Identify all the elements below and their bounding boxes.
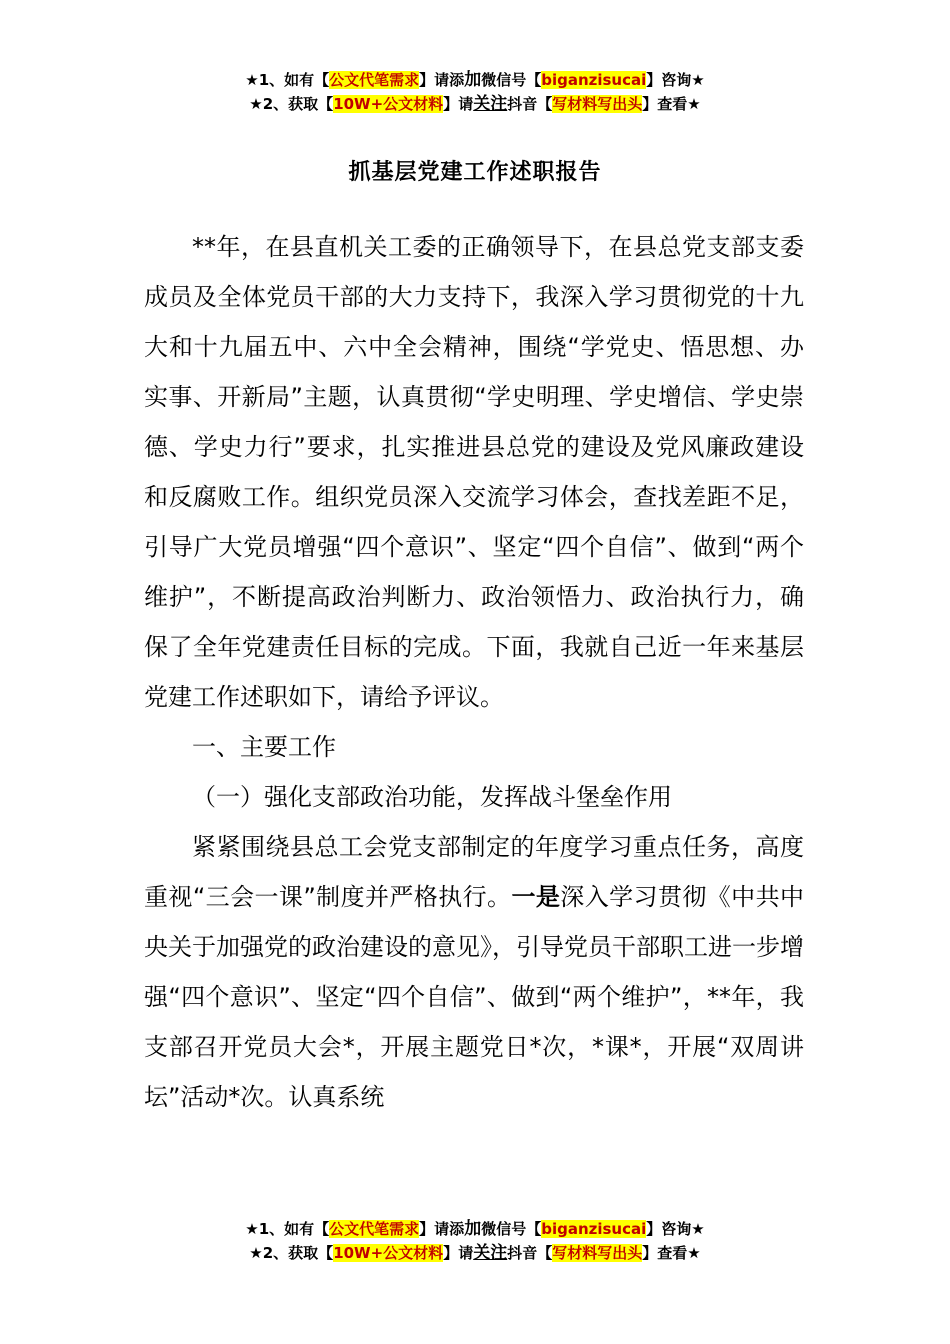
highlight-douyin: 写材料写出头 bbox=[552, 95, 643, 113]
heading-main-work: 一、主要工作 bbox=[192, 733, 336, 761]
banner-line-1: ★1、如有【公文代笔需求】请添加微信号【biganzisucai】咨询★ bbox=[245, 70, 705, 90]
banner-line-2-bottom: ★2、获取【10W+公文材料】请关注抖音【写材料写出头】查看★ bbox=[249, 1243, 701, 1263]
banner-line-1-bottom: ★1、如有【公文代笔需求】请添加微信号【biganzisucai】咨询★ bbox=[245, 1219, 705, 1239]
banner-line-2: ★2、获取【10W+公文材料】请关注抖音【写材料写出头】查看★ bbox=[249, 94, 701, 114]
paragraph-section-1: 紧紧围绕县总工会党支部制定的年度学习重点任务，高度重视“三会一课”制度并严格执行。一是深入学习贯彻《中共中央关于加强党的政治建设的意见》，引导党员干部职工进一步增强“四个意识”、坚定“四个自信”、做到“两个维护”，**年，我支部召开党员大会*，开展主题党日*次，*课*，开展“双周讲坛”活动*次。认真系统 bbox=[144, 833, 805, 1111]
highlight-service: 公文代笔需求 bbox=[329, 71, 420, 89]
document-body bbox=[144, 222, 804, 1122]
document-title: 抓基层党建工作述职报告 bbox=[348, 160, 602, 185]
highlight-wechat-id: biganzisucai bbox=[541, 71, 647, 89]
highlight-materials: 10W+公文材料 bbox=[333, 95, 444, 113]
footer-banner bbox=[0, 1217, 950, 1265]
paragraph-intro: **年，在县直机关工委的正确领导下，在县总党支部支委成员及全体党员干部的大力支持下，我深入学习贯彻党的十九大和十九届五中、六中全会精神，围绕“学党史、悟思想、办实事、开新局”主题，认真贯彻“学史明理、学史增信、学史崇德、学史力行”要求，扎实推进县总党的建设及党风廉政建设和反腐败工作。组织党员深入交流学习体会，查找差距不足，引导广大党员增强“四个意识”、坚定“四个自信”、做到“两个维护”，不断提高政治判断力、政治领悟力、政治执行力，确保了全年党建责任目标的完成。下面，我就自己近一年来基层党建工作述职如下，请给予评议。 bbox=[144, 233, 804, 711]
subheading-1: （一）强化支部政治功能，发挥战斗堡垒作用 bbox=[192, 783, 672, 811]
header-banner bbox=[0, 68, 950, 116]
